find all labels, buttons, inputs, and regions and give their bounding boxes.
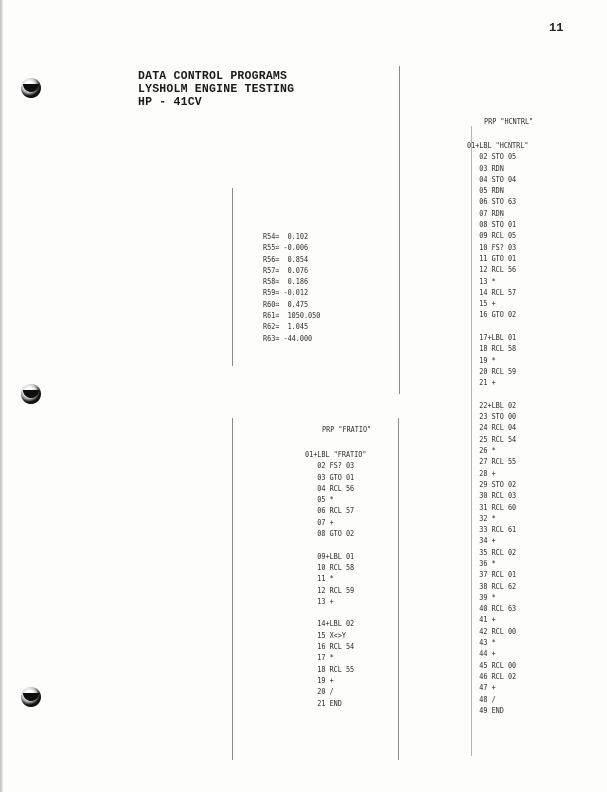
page-edge bbox=[0, 0, 3, 792]
program-line: 13 + bbox=[305, 596, 334, 606]
program-line: 06 STO 63 bbox=[467, 197, 517, 207]
program-line: 07 RDN bbox=[467, 208, 504, 218]
program-line: 39 * bbox=[467, 592, 496, 602]
program-line: 09+LBL 01 bbox=[305, 551, 355, 561]
program-line: 19 * bbox=[467, 355, 496, 365]
program-line: 20 / bbox=[305, 687, 334, 697]
program-line: 21 END bbox=[305, 698, 342, 708]
hcntrl-header: PRP "HCNTRL" bbox=[484, 117, 534, 126]
fratio-header: PRP "FRATIO" bbox=[322, 425, 372, 434]
register-line: R56= 0.854 bbox=[263, 254, 309, 264]
program-line: 33 RCL 61 bbox=[467, 525, 517, 535]
program-line: 48 / bbox=[467, 694, 496, 704]
program-line: 40 RCL 63 bbox=[467, 604, 517, 614]
tape-edge-line bbox=[232, 188, 233, 366]
register-listing bbox=[263, 231, 320, 344]
program-line: 19 + bbox=[305, 675, 334, 685]
binder-hole-icon bbox=[21, 384, 41, 404]
program-line: 15 X<>Y bbox=[305, 630, 346, 640]
program-line: 04 STO 04 bbox=[467, 174, 517, 184]
program-line: 06 RCL 57 bbox=[305, 506, 355, 516]
program-line: 11 * bbox=[305, 574, 334, 584]
program-line: 18 RCL 55 bbox=[305, 664, 355, 674]
program-line: 18 RCL 58 bbox=[467, 344, 517, 354]
program-line: 01+LBL "FRATIO" bbox=[305, 450, 367, 459]
program-line bbox=[305, 539, 366, 550]
program-line: 34 + bbox=[467, 536, 496, 546]
program-line: 01+LBL "HCNTRL" bbox=[467, 141, 529, 150]
program-line: 25 RCL 54 bbox=[467, 434, 517, 444]
register-line: R55= -0.006 bbox=[263, 243, 309, 253]
program-line: 02 STO 05 bbox=[467, 152, 517, 162]
program-line: 12 RCL 59 bbox=[305, 585, 355, 595]
program-line: 38 RCL 62 bbox=[467, 581, 517, 591]
program-line: 13 * bbox=[467, 276, 496, 286]
program-line: 23 STO 00 bbox=[467, 412, 517, 422]
program-line: 42 RCL 00 bbox=[467, 626, 517, 636]
tape-edge-line bbox=[398, 418, 399, 760]
program-line: 14 RCL 57 bbox=[467, 287, 517, 297]
register-line: R58= 0.186 bbox=[263, 277, 309, 287]
program-line: 03 RDN bbox=[467, 163, 504, 173]
program-line: 29 STO 02 bbox=[467, 479, 517, 489]
program-line: 32 * bbox=[467, 513, 496, 523]
title-line-3: HP - 41CV bbox=[138, 96, 202, 109]
program-line: 27 RCL 55 bbox=[467, 457, 517, 467]
program-line: 08 GTO 02 bbox=[305, 529, 355, 539]
program-line: 20 RCL 59 bbox=[467, 366, 517, 376]
register-line: R57= 0.076 bbox=[263, 265, 309, 275]
program-line: 41 + bbox=[467, 615, 496, 625]
tape-edge-line bbox=[399, 66, 400, 394]
binder-hole-icon bbox=[21, 78, 41, 98]
program-line: 17 * bbox=[305, 653, 334, 663]
register-line: R63= -44.000 bbox=[263, 333, 313, 343]
register-line: R59= -0.012 bbox=[263, 288, 309, 298]
register-line: R54= 0.102 bbox=[263, 232, 309, 241]
program-line: 44 + bbox=[467, 649, 496, 659]
program-line: 16 GTO 02 bbox=[467, 310, 517, 320]
program-line: 31 RCL 60 bbox=[467, 502, 517, 512]
program-line: 08 STO 01 bbox=[467, 220, 517, 230]
register-line: R60= 0.475 bbox=[263, 299, 309, 309]
hcntrl-program-listing bbox=[467, 140, 528, 716]
program-line: 35 RCL 02 bbox=[467, 547, 517, 557]
register-line: R62= 1.045 bbox=[263, 322, 309, 332]
program-line: 09 RCL 05 bbox=[467, 231, 517, 241]
title-line-2: LYSHOLM ENGINE TESTING bbox=[138, 83, 295, 96]
program-line: 46 RCL 02 bbox=[467, 671, 517, 681]
program-line: 36 * bbox=[467, 558, 496, 568]
program-line: 04 RCL 56 bbox=[305, 483, 355, 493]
program-line: 22+LBL 02 bbox=[467, 400, 517, 410]
title-line-1: DATA CONTROL PROGRAMS bbox=[138, 70, 288, 83]
program-line: 05 * bbox=[305, 495, 334, 505]
program-line: 07 + bbox=[305, 517, 334, 527]
program-line bbox=[467, 321, 528, 332]
program-line: 47 + bbox=[467, 683, 496, 693]
program-line: 03 GTO 01 bbox=[305, 472, 355, 482]
register-line: R61= 1050.050 bbox=[263, 311, 321, 321]
document-title bbox=[138, 70, 294, 109]
program-line: 45 RCL 00 bbox=[467, 660, 517, 670]
program-line bbox=[467, 389, 528, 400]
program-line: 14+LBL 02 bbox=[305, 619, 355, 629]
binder-hole-icon bbox=[21, 687, 41, 707]
program-line: 10 RCL 58 bbox=[305, 562, 355, 572]
program-line: 11 GTO 01 bbox=[467, 253, 517, 263]
page-number: 11 bbox=[549, 21, 564, 35]
program-line bbox=[305, 607, 366, 618]
program-line: 24 RCL 04 bbox=[467, 423, 517, 433]
program-line: 30 RCL 03 bbox=[467, 491, 517, 501]
program-line: 05 RDN bbox=[467, 186, 504, 196]
program-line: 49 END bbox=[467, 705, 504, 715]
program-line: 21 + bbox=[467, 378, 496, 388]
program-line: 37 RCL 01 bbox=[467, 570, 517, 580]
program-line: 02 FS? 03 bbox=[305, 461, 355, 471]
program-line: 28 + bbox=[467, 468, 496, 478]
program-line: 16 RCL 54 bbox=[305, 642, 355, 652]
program-line: 43 * bbox=[467, 638, 496, 648]
program-line: 17+LBL 01 bbox=[467, 333, 517, 343]
tape-edge-line bbox=[232, 418, 233, 760]
fratio-program-listing bbox=[305, 449, 366, 709]
program-line: 12 RCL 56 bbox=[467, 265, 517, 275]
program-line: 15 + bbox=[467, 299, 496, 309]
program-line: 10 FS? 03 bbox=[467, 242, 517, 252]
program-line: 26 * bbox=[467, 446, 496, 456]
